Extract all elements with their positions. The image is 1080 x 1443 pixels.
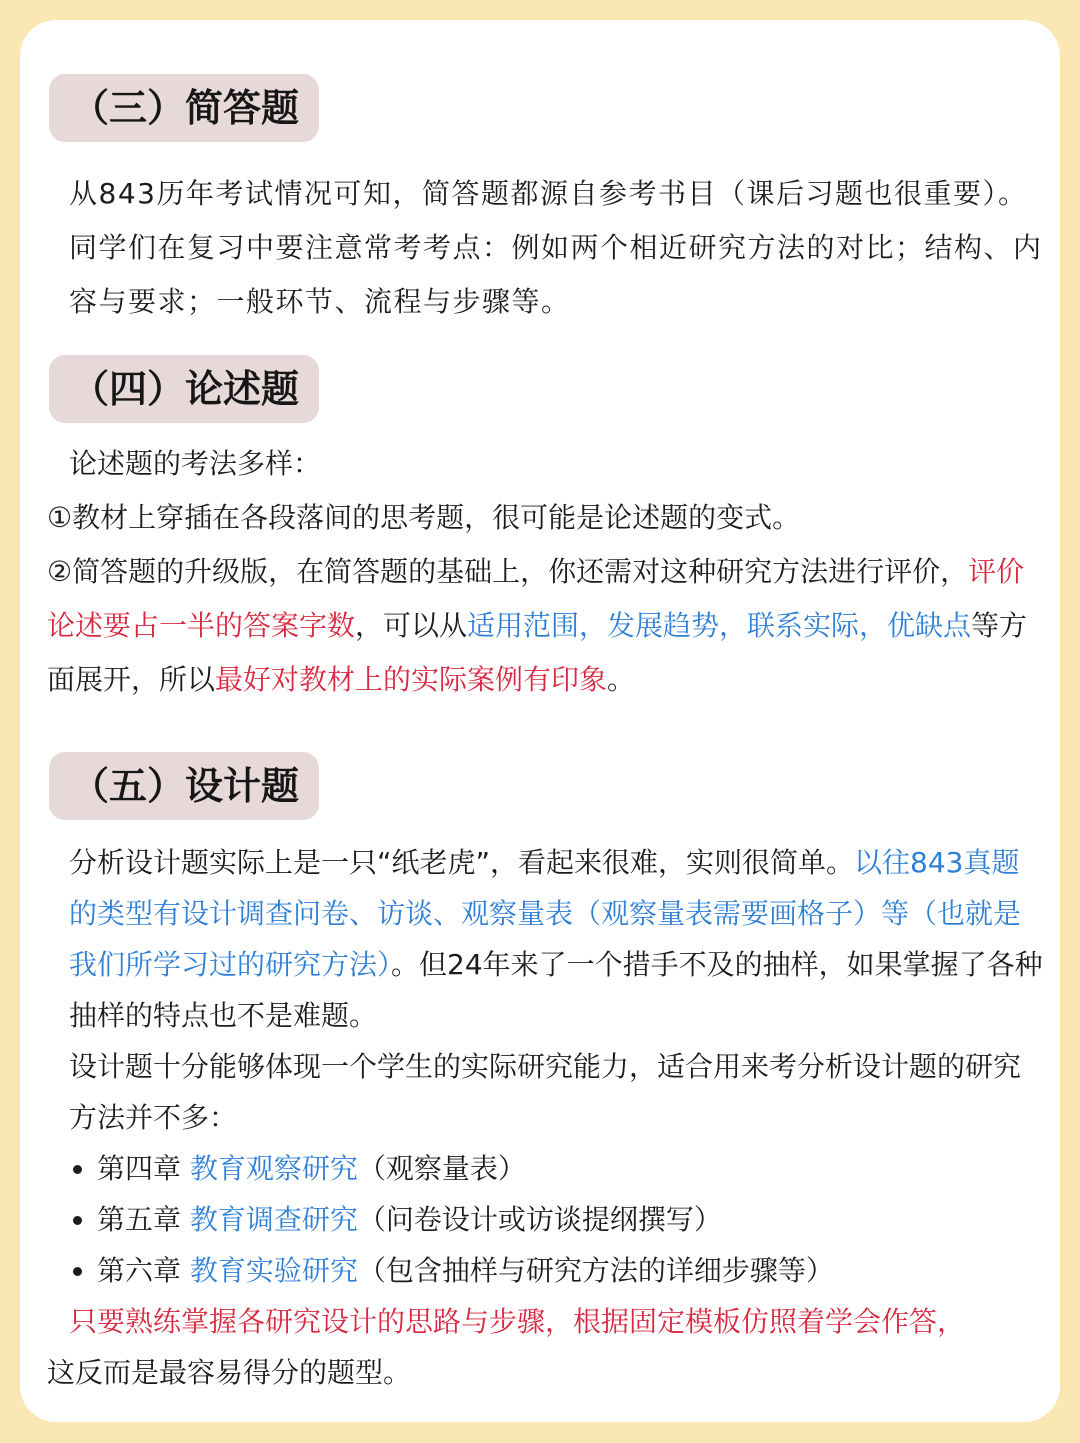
bullet-note: （观察量表） [357,1152,526,1185]
bullet-topic: 教育实验研究 [189,1254,358,1287]
design-p3-text: 这反而是最容易得分的题型。 [47,1356,412,1389]
design-p1 [47,837,1043,1041]
essay-item-2-highlight-red-1: 评价论述要占一半的答案字数 [47,555,1025,642]
bullet-dot [73,1267,82,1276]
design-p2: 设计题十分能够体现一个学生的实际研究能力，适合用来考分析设计题的研究方法并不多： [69,1050,1022,1134]
essay-item-2-text-d: 。 [607,663,636,696]
list-item [47,1143,1043,1194]
section-title-essay: （四）论述题 [49,355,319,423]
essay-item-2-text-b: ，可以从 [355,609,468,642]
bullet-chapter: 第五章 [97,1203,190,1236]
essay-item-2 [47,545,1043,707]
bullet-dot [73,1165,82,1174]
bullet-topic: 教育观察研究 [189,1152,358,1185]
short-answer-paragraph [47,167,1043,329]
bullet-chapter: 第四章 [97,1152,190,1185]
essay-item-2-highlight-red-2: 最好对教材上的实际案例有印象 [215,663,608,696]
essay-paragraph [47,437,1043,707]
list-item [47,1245,1043,1296]
design-p1-text-b: 。但24年来了一个措手不及的抽样，如果掌握了各种抽样的特点也不是难题。 [69,948,1043,1032]
design-p3 [47,1296,1043,1398]
section-title-design: （五）设计题 [49,752,319,820]
essay-item-2-highlight-blue: 适用范围，发展趋势，联系实际，优缺点 [467,609,972,642]
essay-intro: 论述题的考法多样： [69,447,322,480]
essay-item-1: ①教材上穿插在各段落间的思考题，很可能是论述题的变式。 [47,501,801,534]
design-paragraph [47,837,1043,1398]
bullet-note: （问卷设计或访谈提纲撰写） [357,1203,722,1236]
design-p1-highlight-blue: 以往843真题的类型有设计调查问卷、访谈、观察量表（观察量表需要画格子）等（也就是我们所学习过的研究方法） [69,846,1022,981]
bullet-dot [73,1216,82,1225]
short-answer-text: 从843历年考试情况可知，简答题都源自参考书目（课后习题也很重要）。同学们在复习中要注意常考考点：例如两个相近研究方法的对比；结构、内容与要求；一般环节、流程与步骤等。 [69,177,1043,318]
essay-item-2-text-c: 等方面展开，所以 [47,609,1028,696]
bullet-topic: 教育调查研究 [189,1203,358,1236]
bullet-note: （包含抽样与研究方法的详细步骤等） [357,1254,834,1287]
section-title-short-answer: （三）简答题 [49,74,319,142]
list-item [47,1194,1043,1245]
design-p1-text-a: 分析设计题实际上是一只“纸老虎”，看起来很难，实则很简单。 [69,846,855,879]
essay-item-2-text-a: ②简答题的升级版，在简答题的基础上，你还需对这种研究方法进行评价， [47,555,969,588]
design-p3-highlight-red: 只要熟练掌握各研究设计的思路与步骤，根据固定模板仿照着学会作答， [69,1305,966,1338]
bullet-chapter: 第六章 [97,1254,190,1287]
